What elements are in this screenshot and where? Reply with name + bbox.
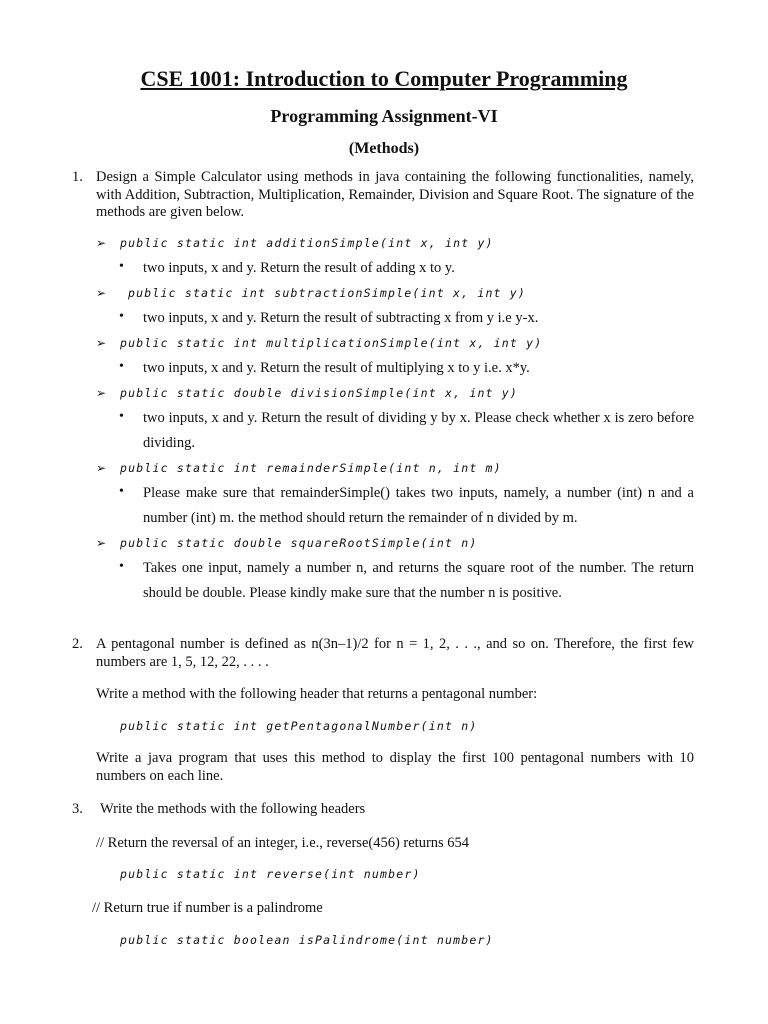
arrow-bullet-icon: ➢ [96, 236, 107, 250]
method-signature-reverse: public static int reverse(int number) [120, 867, 421, 881]
method-desc-subtraction: two inputs, x and y. Return the result of subtracting x from y i.e y-x. [143, 310, 539, 326]
method-signature-multiplication: public static int multiplicationSimple(int x, int y) [120, 336, 543, 350]
question-2-intro: A pentagonal number is defined as n(3n–1)/2 for n = 1, 2, . . ., and so on. Therefore, the first few numbers are 1, 5, 12, 22, . . . . [96, 636, 694, 670]
bullet-icon: • [119, 484, 124, 499]
method-signature-palindrome: public static boolean isPalindrome(int number) [120, 933, 494, 947]
question-2-number: 2. [72, 636, 83, 652]
arrow-bullet-icon: ➢ [96, 536, 107, 550]
method-desc-multiplication: two inputs, x and y. Return the result of multiplying x to y i.e. x*y. [143, 360, 530, 376]
bullet-icon: • [119, 409, 124, 424]
bullet-icon: • [119, 309, 124, 324]
arrow-bullet-icon: ➢ [96, 386, 107, 400]
arrow-bullet-icon: ➢ [96, 336, 107, 350]
question-1-number: 1. [72, 169, 83, 185]
comment-palindrome: // Return true if number is a palindrome [92, 900, 323, 916]
bullet-icon: • [119, 259, 124, 274]
method-signature-square-root: public static double squareRootSimple(int n) [120, 536, 478, 550]
method-signature-division: public static double divisionSimple(int x, int y) [120, 386, 519, 400]
question-1-intro: Design a Simple Calculator using methods in java containing the following functionalities, namely, with Addition, Subtraction, Multiplication, Remainder, Division and Square Root. The signature of the methods are given below. [96, 169, 694, 220]
question-3-number: 3. [72, 801, 83, 817]
course-title: CSE 1001: Introduction to Computer Programming [140, 66, 628, 91]
method-signature-subtraction: public static int subtractionSimple(int x, int y) [128, 286, 527, 300]
bullet-icon: • [119, 559, 124, 574]
bullet-icon: • [119, 359, 124, 374]
method-desc-addition: two inputs, x and y. Return the result of adding x to y. [143, 260, 455, 276]
arrow-bullet-icon: ➢ [96, 286, 107, 300]
arrow-bullet-icon: ➢ [96, 461, 107, 475]
method-signature-remainder: public static int remainderSimple(int n, int m) [120, 461, 502, 475]
assignment-title: Programming Assignment-VI [270, 106, 498, 126]
question-3-intro: Write the methods with the following headers [100, 801, 366, 817]
method-desc-remainder: Please make sure that remainderSimple() takes two inputs, namely, a number (int) n and a number (int) m. the method should return the remainder of n divided by m. [143, 485, 694, 526]
question-2-header-text: Write a method with the following header that returns a pentagonal number: [96, 686, 538, 702]
method-signature-pentagonal: public static int getPentagonalNumber(int n) [120, 719, 478, 733]
comment-reverse: // Return the reversal of an integer, i.e., reverse(456) returns 654 [96, 835, 470, 851]
question-2-task: Write a java program that uses this method to display the first 100 pentagonal numbers with 10 numbers on each line. [96, 750, 694, 784]
method-signature-addition: public static int additionSimple(int x, int y) [120, 236, 494, 250]
assignment-topic: (Methods) [348, 140, 420, 157]
method-desc-square-root: Takes one input, namely a number n, and returns the square root of the number. The return should be double. Please kindly make sure that the number n is positive. [143, 560, 694, 601]
method-desc-division: two inputs, x and y. Return the result of dividing y by x. Please check whether x is zero before dividing. [143, 410, 694, 451]
